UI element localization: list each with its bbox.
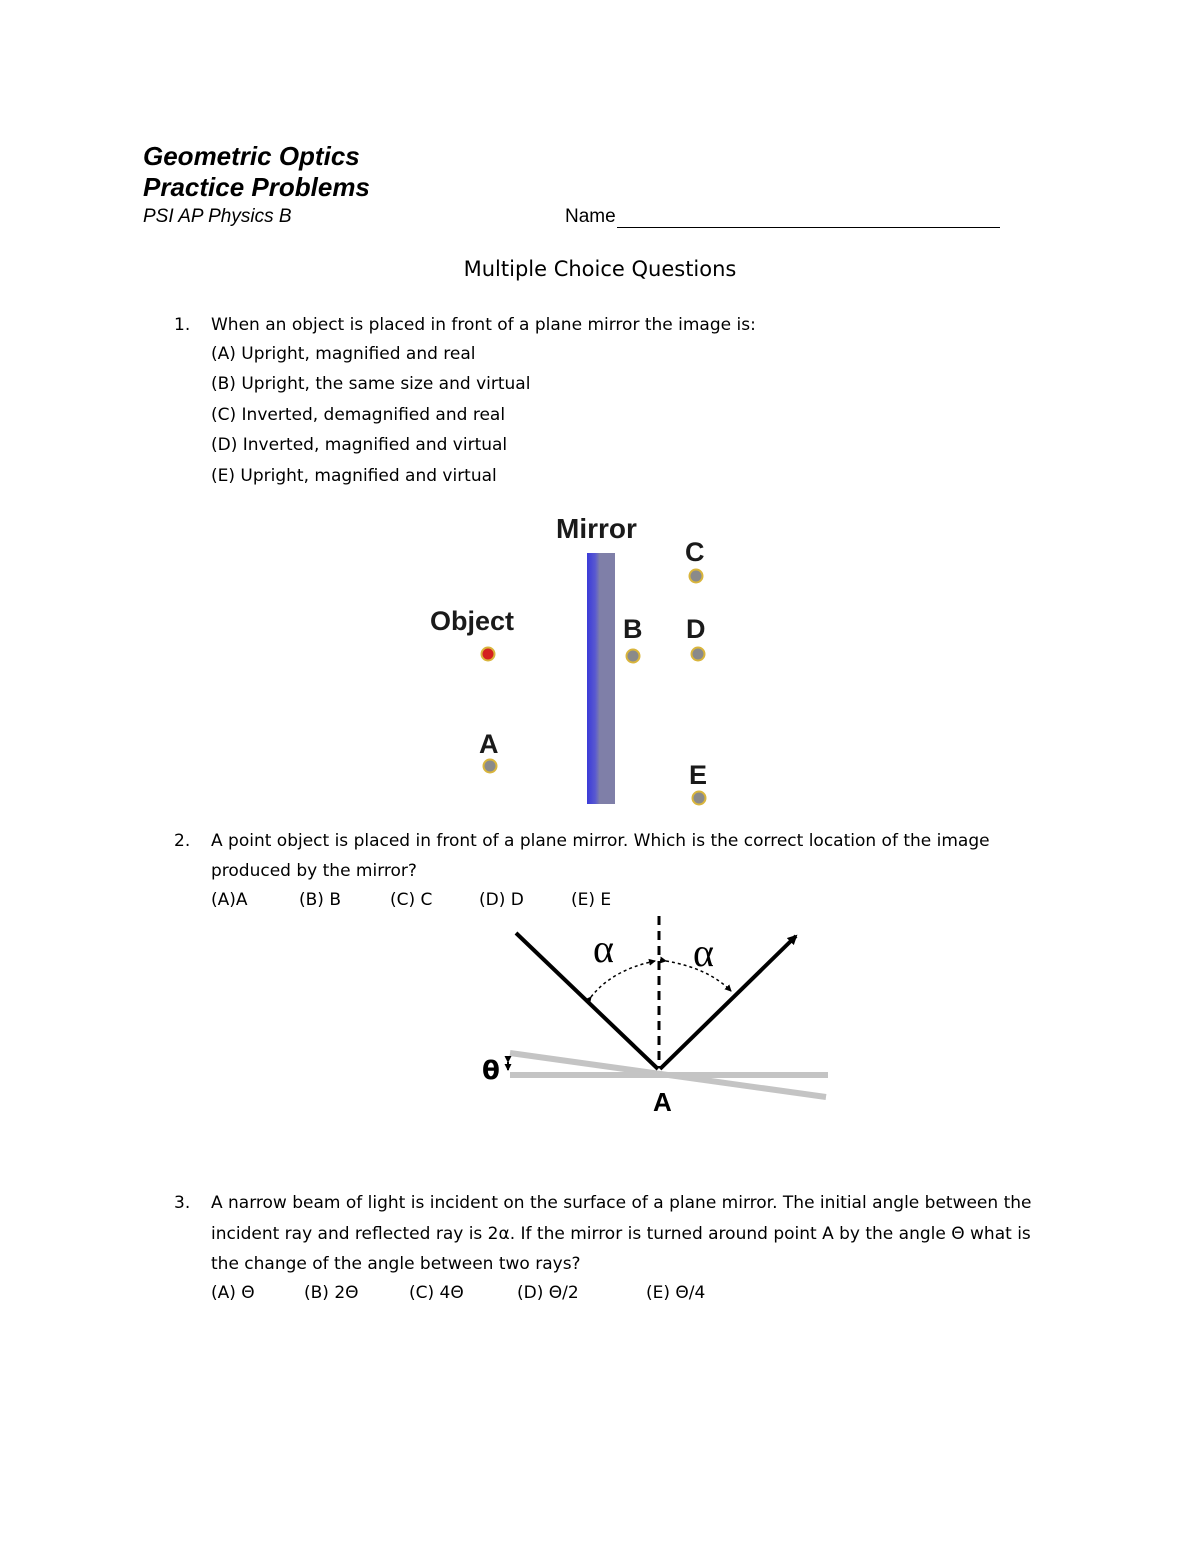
- name-blank-line[interactable]: [617, 209, 1000, 228]
- object-dot: [482, 648, 495, 661]
- object-label: Object: [430, 606, 515, 636]
- q3-option-a[interactable]: (A) Θ: [211, 1283, 255, 1303]
- name-label: Name: [565, 206, 616, 227]
- question-text-line-1: A point object is placed in front of a plane mirror. Which is the correct location of the image: [211, 831, 990, 851]
- q1-option-b[interactable]: (B) Upright, the same size and virtual: [211, 374, 531, 394]
- page-subtitle: Practice Problems: [143, 172, 370, 202]
- course-name: PSI AP Physics B: [143, 206, 292, 227]
- point-label-b: B: [623, 614, 643, 644]
- question-number: 1.: [174, 315, 191, 335]
- question-text-line-2: incident ray and reflected ray is 2α. If the mirror is turned around point A by the angle Θ what is: [211, 1224, 1031, 1244]
- q2-option-c[interactable]: (C) C: [390, 890, 433, 910]
- q2-option-a[interactable]: (A)A: [211, 890, 248, 910]
- q2-option-e[interactable]: (E) E: [571, 890, 612, 910]
- q3-option-b[interactable]: (B) 2Θ: [304, 1283, 359, 1303]
- question-text-line-3: the change of the angle between two rays?: [211, 1254, 581, 1274]
- reflection-figure: [470, 910, 840, 1120]
- mirror-figure: [420, 508, 740, 813]
- page-title: Geometric Optics: [143, 141, 360, 171]
- section-title: Multiple Choice Questions: [463, 257, 737, 281]
- q3-option-d[interactable]: (D) Θ/2: [517, 1283, 579, 1303]
- q2-option-b[interactable]: (B) B: [299, 890, 341, 910]
- point-e-dot: [693, 792, 706, 805]
- mirror: [587, 553, 615, 804]
- mirror-label: Mirror: [556, 513, 637, 544]
- point-c-dot: [690, 570, 703, 583]
- point-a-dot: [484, 760, 497, 773]
- q3-option-c[interactable]: (C) 4Θ: [409, 1283, 464, 1303]
- question-number: 2.: [174, 831, 191, 851]
- point-label-a: A: [479, 729, 499, 759]
- alpha-label-left: α: [593, 926, 614, 971]
- reflected-ray: [660, 936, 796, 1069]
- pivot-label: A: [653, 1087, 672, 1117]
- q1-option-c[interactable]: (C) Inverted, demagnified and real: [211, 405, 506, 425]
- alpha-label-right: α: [693, 930, 714, 975]
- name-field[interactable]: [565, 206, 1000, 228]
- theta-label: θ: [482, 1056, 500, 1086]
- question-text-line-1: A narrow beam of light is incident on the surface of a plane mirror. The initial angle between the: [211, 1193, 1032, 1213]
- q1-option-a[interactable]: (A) Upright, magnified and real: [211, 344, 476, 364]
- question-number: 3.: [174, 1193, 191, 1213]
- point-b-dot: [627, 650, 640, 663]
- question-text: When an object is placed in front of a plane mirror the image is:: [211, 315, 756, 335]
- q1-option-e[interactable]: (E) Upright, magnified and virtual: [211, 466, 497, 486]
- q1-option-d[interactable]: (D) Inverted, magnified and virtual: [211, 435, 508, 455]
- q2-option-d[interactable]: (D) D: [479, 890, 524, 910]
- incident-ray: [516, 933, 658, 1069]
- q3-option-e[interactable]: (E) Θ/4: [646, 1283, 706, 1303]
- question-text-line-2: produced by the mirror?: [211, 861, 417, 881]
- point-label-d: D: [686, 614, 706, 644]
- point-d-dot: [692, 648, 705, 661]
- point-label-e: E: [689, 760, 708, 790]
- point-label-c: C: [685, 537, 705, 567]
